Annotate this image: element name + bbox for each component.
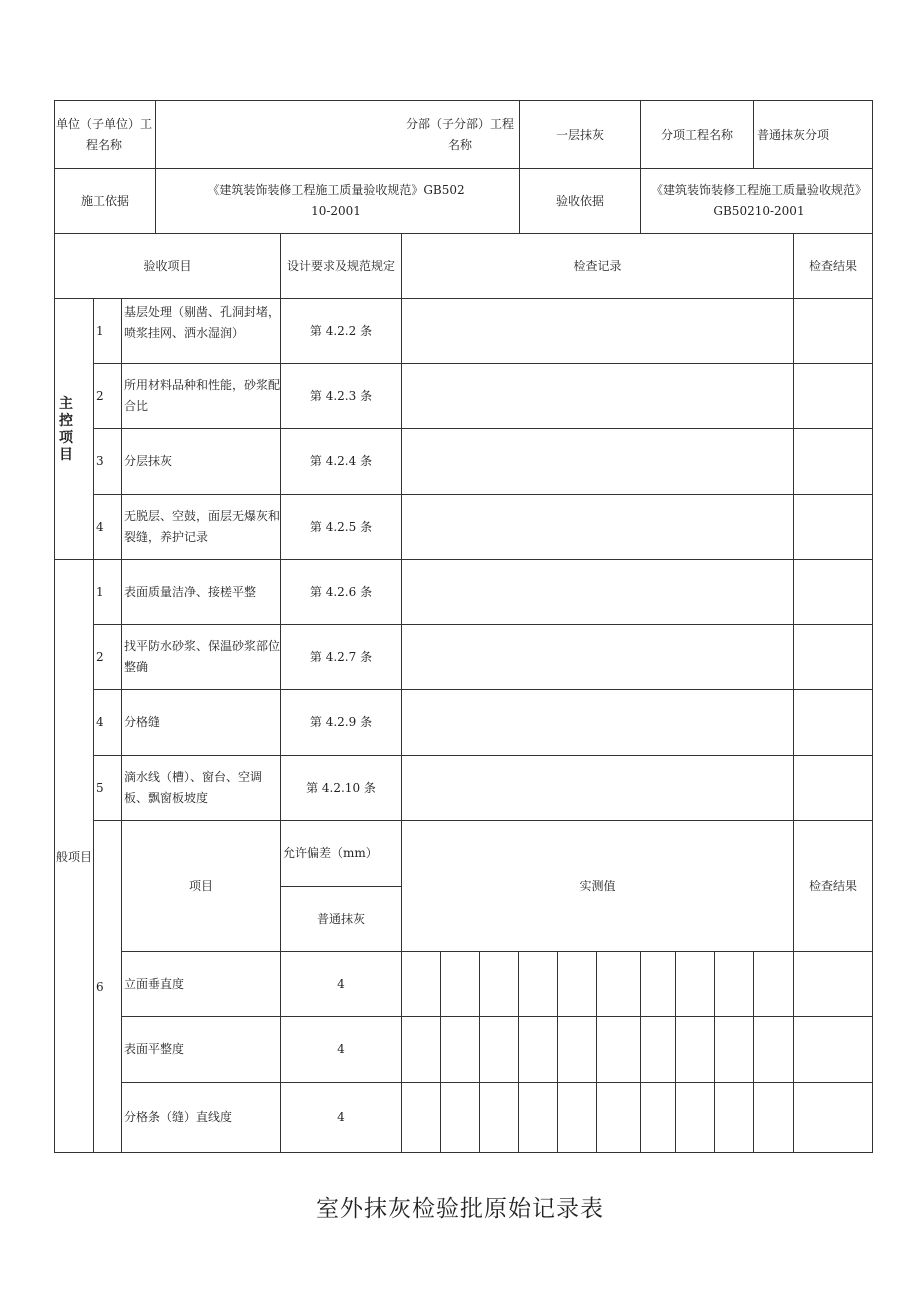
general-spec-4: 第 4.2.10 条 — [306, 780, 376, 795]
tolerance-result-header: 检查结果 — [808, 878, 857, 893]
tolerance-text-2: 表面平整度 — [124, 1042, 185, 1056]
tolerance-measured-header: 实测值 — [579, 878, 616, 893]
rule — [155, 100, 156, 234]
item-value[interactable]: 普通抹灰分项 — [757, 127, 830, 142]
main-no-1: 1 — [96, 323, 104, 338]
tolerance-no: 6 — [96, 979, 104, 994]
rule — [440, 951, 441, 1153]
tolerance-allow-sub: 普通抹灰 — [316, 911, 365, 926]
sub-label: 分部（子分部）工程名称 — [405, 117, 514, 152]
rule — [519, 100, 520, 234]
accept-value: 《建筑装饰装修工程施工质量验收规范》GB50210-2001 — [650, 183, 867, 218]
tolerance-value-1: 4 — [337, 976, 345, 991]
basis-value: 《建筑装饰装修工程施工质量验收规范》GB50210-2001 — [207, 183, 465, 218]
col-result: 检查结果 — [808, 258, 857, 273]
rule — [401, 298, 402, 1153]
tolerance-item-header: 项目 — [188, 878, 213, 893]
general-no-1: 1 — [96, 584, 104, 599]
tolerance-text-1: 立面垂直度 — [124, 976, 185, 991]
general-text-4: 滴水线（槽）、窗台、空调板、飘窗板坡度 — [124, 770, 263, 805]
col-record: 检查记录 — [573, 258, 622, 273]
rule — [54, 168, 873, 169]
border-right — [872, 100, 873, 1153]
tolerance-value-3: 4 — [337, 1110, 345, 1124]
col-spec: 设计要求及规范规定 — [286, 258, 395, 273]
main-spec-4: 第 4.2.5 条 — [309, 519, 373, 534]
main-no-3: 3 — [96, 454, 104, 468]
unit-label: 单位（子单位）工程名称 — [56, 117, 153, 152]
main-text-3: 分层抹灰 — [124, 454, 173, 468]
general-text-1: 表面质量洁净、接槎平整 — [124, 584, 257, 599]
general-spec-3: 第 4.2.9 条 — [309, 715, 373, 729]
rule — [557, 951, 558, 1153]
item-label: 分项工程名称 — [660, 127, 733, 142]
rule — [518, 951, 519, 1153]
rule — [640, 100, 641, 234]
main-text-2: 所用材料品种和性能，砂浆配合比 — [124, 378, 281, 413]
rule — [714, 951, 715, 1153]
general-text-3: 分格缝 — [124, 715, 161, 729]
main-spec-1: 第 4.2.2 条 — [309, 323, 373, 338]
rule — [753, 951, 754, 1153]
rule — [596, 951, 597, 1153]
unit-value[interactable] — [157, 110, 357, 160]
general-spec-2: 第 4.2.7 条 — [309, 649, 373, 664]
tolerance-value-2: 4 — [337, 1042, 345, 1056]
rule — [793, 951, 794, 1153]
general-no-3: 4 — [96, 715, 104, 729]
general-text-2: 找平防水砂浆、保温砂浆部位整确 — [124, 639, 281, 674]
basis-label: 施工依据 — [80, 193, 129, 208]
sub-value[interactable]: 一层抹灰 — [555, 127, 604, 142]
rule — [753, 100, 754, 168]
col-item: 验收项目 — [143, 258, 192, 273]
main-text-1: 基层处理（剔凿、孔洞封堵，喷浆挂网、洒水湿润） — [124, 305, 281, 340]
accept-label: 验收依据 — [555, 193, 604, 208]
main-no-2: 2 — [96, 388, 104, 403]
border-bottom — [54, 1152, 873, 1153]
general-label: 般项目 — [56, 849, 93, 864]
general-no-2: 2 — [96, 649, 104, 664]
main-text-4: 无脱层、空鼓，面层无爆灰和裂缝，养护记录 — [124, 509, 281, 544]
main-control-label: 主控项目 — [59, 396, 73, 463]
general-spec-1: 第 4.2.6 条 — [309, 584, 373, 599]
rule — [479, 951, 480, 1153]
rule — [640, 951, 641, 1153]
tolerance-allow-header: 允许偏差（mm） — [283, 846, 378, 860]
main-spec-2: 第 4.2.3 条 — [309, 388, 373, 403]
general-no-4: 5 — [96, 780, 104, 795]
main-no-4: 4 — [96, 519, 104, 534]
form-title: 室外抹灰检验批原始记录表 — [316, 1196, 604, 1222]
border-top — [54, 100, 873, 101]
rule — [675, 951, 676, 1153]
tolerance-text-3: 分格条（缝）直线度 — [124, 1110, 233, 1124]
main-spec-3: 第 4.2.4 条 — [309, 454, 373, 468]
